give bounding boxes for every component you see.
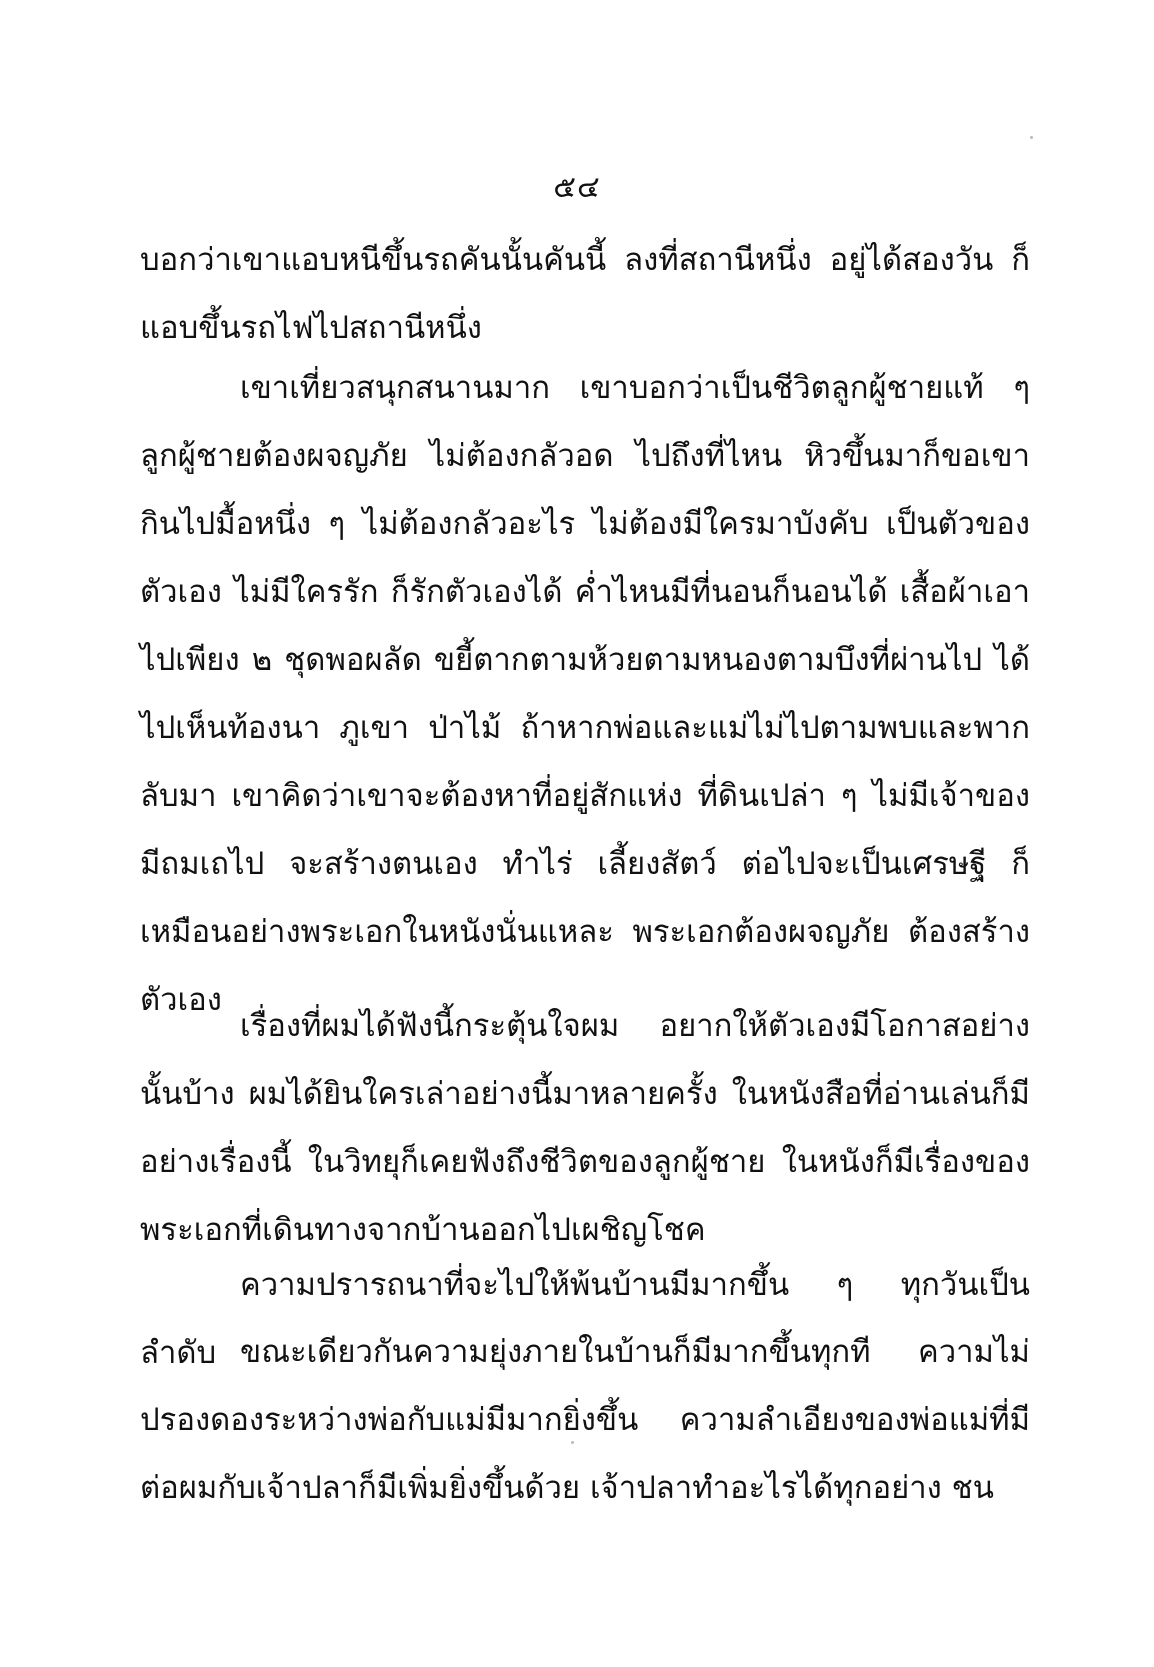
page-number: ๕๔ xyxy=(553,170,601,205)
paragraph-5: ขณะเดียวกันความยุ่งภายในบ้านก็มีมากขึ้นทุกที ความไม่ปรองดองระหว่างพ่อกับแม่มีมากยิ่งขึ้น ความลำเอียงของพ่อแม่ที่มีต่อผมกับเจ้าปลาก็มีเพิ่มยิ่งขึ้นด้วย เจ้าปลาทำอะไรได้ทุกอย่าง ชน xyxy=(140,1334,1030,1506)
paragraph-4: ความปรารถนาที่จะไปให้พ้นบ้านมีมากขึ้น ๆ ทุกวันเป็นลำดับ xyxy=(140,1267,1030,1371)
paragraph-2: เขาเที่ยวสนุกสนานมาก เขาบอกว่าเป็นชีวิตลูกผู้ชายแท้ ๆ ลูกผู้ชายต้องผจญภัย ไม่ต้องกลัวอด ไปถึงที่ไหน หิวขึ้นมาก็ขอเขากินไปมื้อหนึ่ง ๆ ไม่ต้องกลัวอะไร ไม่ต้องมีใครมาบังคับ เป็นตัวของตัวเอง ไม่มีใครรัก ก็รักตัวเองได้ ค่ำไหนมีที่นอนก็นอนได้ เสื้อผ้าเอาไปเพียง ๒ ชุดพอผลัด ขยี้ตากตามห้วยตามหนองตามบึงที่ผ่านไป ได้ไปเห็นท้องนา ภูเขา ป่าไม้ ถ้าหากพ่อและแม่ไม่ไปตามพบและพากลับมา เขาคิดว่าเขาจะต้องหาที่อยู่สักแห่ง ที่ดินเปล่า ๆ ไม่มีเจ้าของ มีถมเถไป จะสร้างตนเอง ทำไร่ เลี้ยงสัตว์ ต่อไปจะเป็นเศรษฐี ก็เหมือนอย่างพระเอกในหนังนั่นแหละ พระเอกต้องผจญภัย ต้องสร้างตัวเอง xyxy=(140,370,1030,1018)
paragraph-1: บอกว่าเขาแอบหนีขึ้นรถคันนั้นคันนี้ ลงที่สถานีหนึ่ง อยู่ได้สองวัน ก็แอบขึ้นรถไฟไปสถานีหนึ่ง xyxy=(140,242,1030,346)
scan-speck xyxy=(571,1441,574,1444)
scan-speck xyxy=(1030,136,1033,139)
paragraph-3: เรื่องที่ผมได้ฟังนี้กระตุ้นใจผม อยากให้ตัวเองมีโอกาสอย่างนั้นบ้าง ผมได้ยินใครเล่าอย่างนี้มาหลายครั้ง ในหนังสือที่อ่านเล่นก็มีอย่างเรื่องนี้ ในวิทยุก็เคยฟังถึงชีวิตของลูกผู้ชาย ในหนังก็มีเรื่องของพระเอกที่เดินทางจากบ้านออกไปเผชิญโชค xyxy=(140,1008,1030,1248)
